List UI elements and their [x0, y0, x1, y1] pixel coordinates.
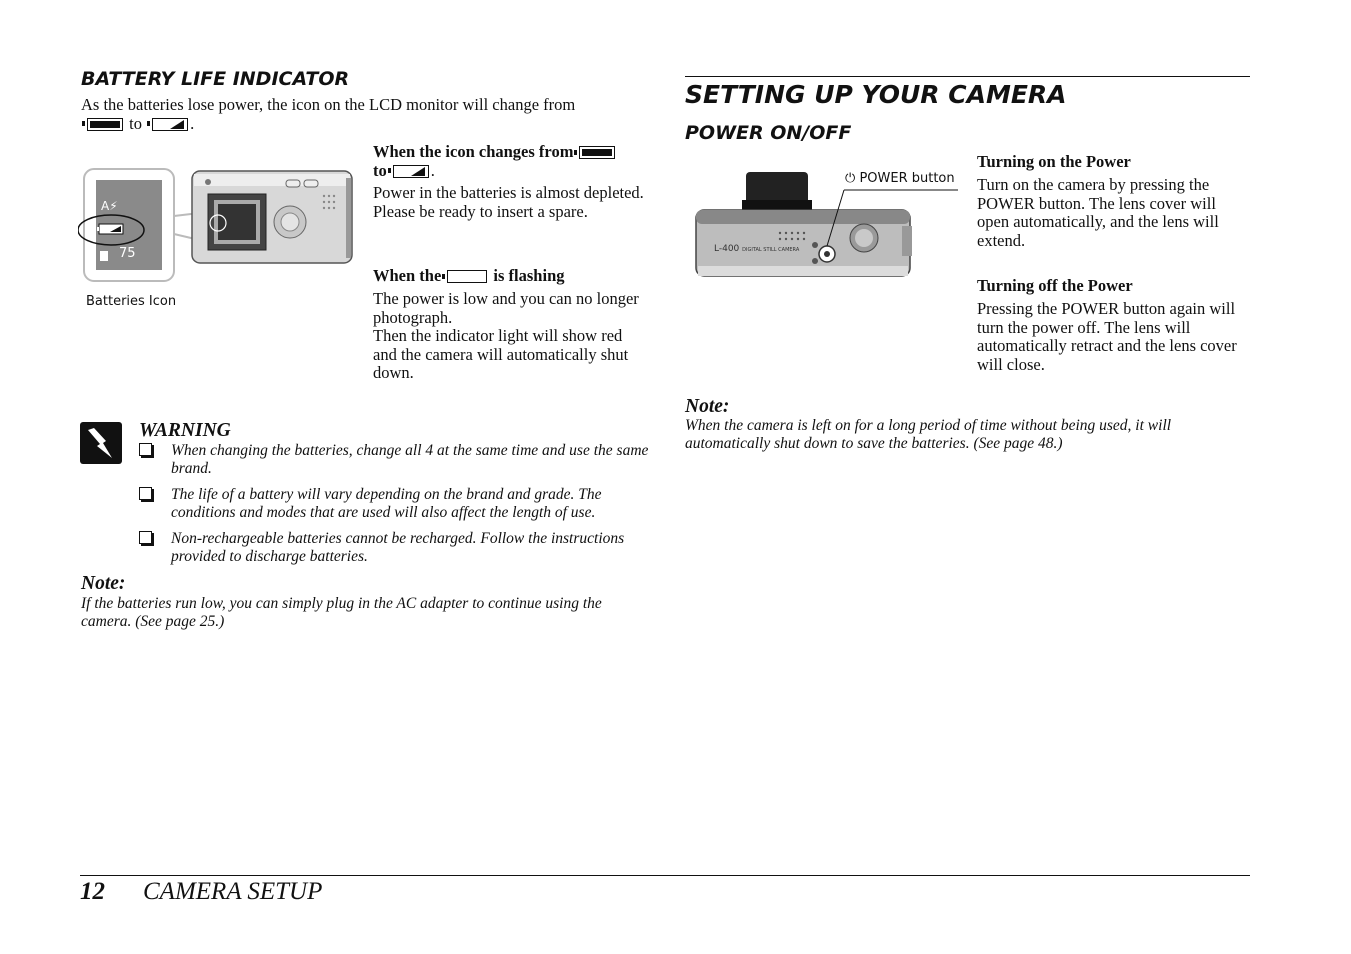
- camera-back-illustration: [78, 166, 358, 286]
- battery-low-icon: [152, 118, 188, 131]
- changes-heading-to: to: [373, 160, 387, 180]
- lcd-shot-count: 75: [119, 246, 136, 261]
- flashing-heading-tail: is flashing: [493, 266, 565, 285]
- left-note-body: If the batteries run low, you can simply plug in the AC adapter to continue using the camera. (See page 25.): [81, 595, 602, 630]
- power-button-callout: [845, 171, 955, 186]
- turn-on-heading: Turning on the Power: [977, 152, 1131, 171]
- power-subheading: POWER ON/OFF: [685, 122, 852, 144]
- lcd-flash-label: [101, 199, 118, 213]
- flashing-body-2: Then the indicator light will show red and the camera will automatically shut down.: [373, 326, 629, 382]
- chapter-title: CAMERA SETUP: [143, 878, 323, 905]
- warning-item-text: When changing the batteries, change all 4 at the same time and use the same brand.: [171, 442, 649, 477]
- battery-empty-icon: [447, 270, 487, 283]
- battery-low-icon: [393, 165, 429, 178]
- battery-intro-text: As the batteries lose power, the icon on the LCD monitor will change from: [81, 95, 576, 114]
- camera-model-sub: DIGITAL STILL CAMERA: [742, 247, 800, 253]
- power-icon: ⏻: [845, 171, 856, 186]
- power-button-label: POWER button: [859, 171, 955, 186]
- flashing-heading-text: When the: [373, 266, 442, 285]
- page-number: 12: [80, 878, 105, 905]
- flashing-body-1: The power is low and you can no longer photograph.: [373, 289, 639, 327]
- warning-icon: [80, 422, 122, 464]
- camera-model-label: [714, 244, 799, 254]
- turn-on-body: Turn on the camera by pressing the POWER button. The lens cover will open automatically, and the lens will extend.: [977, 175, 1219, 250]
- section-top-rule: [685, 76, 1250, 77]
- flashing-heading: [373, 267, 653, 286]
- checkbox-bullet-icon: [139, 487, 152, 500]
- batteries-icon-caption: Batteries Icon: [86, 294, 177, 309]
- lightning-icon: [80, 422, 122, 464]
- footer-rule: [80, 875, 1250, 876]
- left-note-title: Note:: [81, 573, 126, 594]
- checkbox-bullet-icon: [139, 443, 152, 456]
- changes-heading: When the icon changes from to .: [373, 143, 653, 180]
- battery-intro-end: .: [190, 113, 195, 133]
- camera-back-svg: [78, 166, 358, 286]
- warning-title: WARNING: [139, 420, 231, 441]
- turn-off-heading: Turning off the Power: [977, 276, 1133, 295]
- battery-life-heading: BATTERY LIFE INDICATOR: [81, 68, 350, 90]
- changes-body: Power in the batteries is almost depleted. Please be ready to insert a spare.: [373, 183, 644, 221]
- warning-item-text: The life of a battery will vary depending on the brand and grade. The conditions and modes that are used will also affect the length of use.: [171, 486, 602, 521]
- checkbox-bullet-icon: [139, 531, 152, 544]
- battery-full-icon: [87, 118, 123, 131]
- section-title: SETTING UP YOUR CAMERA: [685, 80, 1067, 109]
- battery-full-icon: [579, 146, 615, 159]
- right-note-body: When the camera is left on for a long period of time without being used, it will automatically shut down to save the batteries. (See page 48.): [685, 417, 1172, 452]
- battery-intro: [81, 96, 651, 133]
- lcd-flash-text: A: [101, 199, 110, 213]
- right-note-title: Note:: [685, 396, 730, 417]
- flash-icon: ⚡: [109, 199, 118, 213]
- changes-heading-text: When the icon changes from: [373, 142, 574, 161]
- battery-intro-to: to: [129, 113, 142, 133]
- camera-model-text: L-400: [714, 244, 740, 254]
- turn-off-body: Pressing the POWER button again will turn the power off. The lens will automatically retract and the lens cover will close.: [977, 299, 1237, 374]
- warning-item-text: Non-rechargeable batteries cannot be recharged. Follow the instructions provided to discharge batteries.: [171, 530, 625, 565]
